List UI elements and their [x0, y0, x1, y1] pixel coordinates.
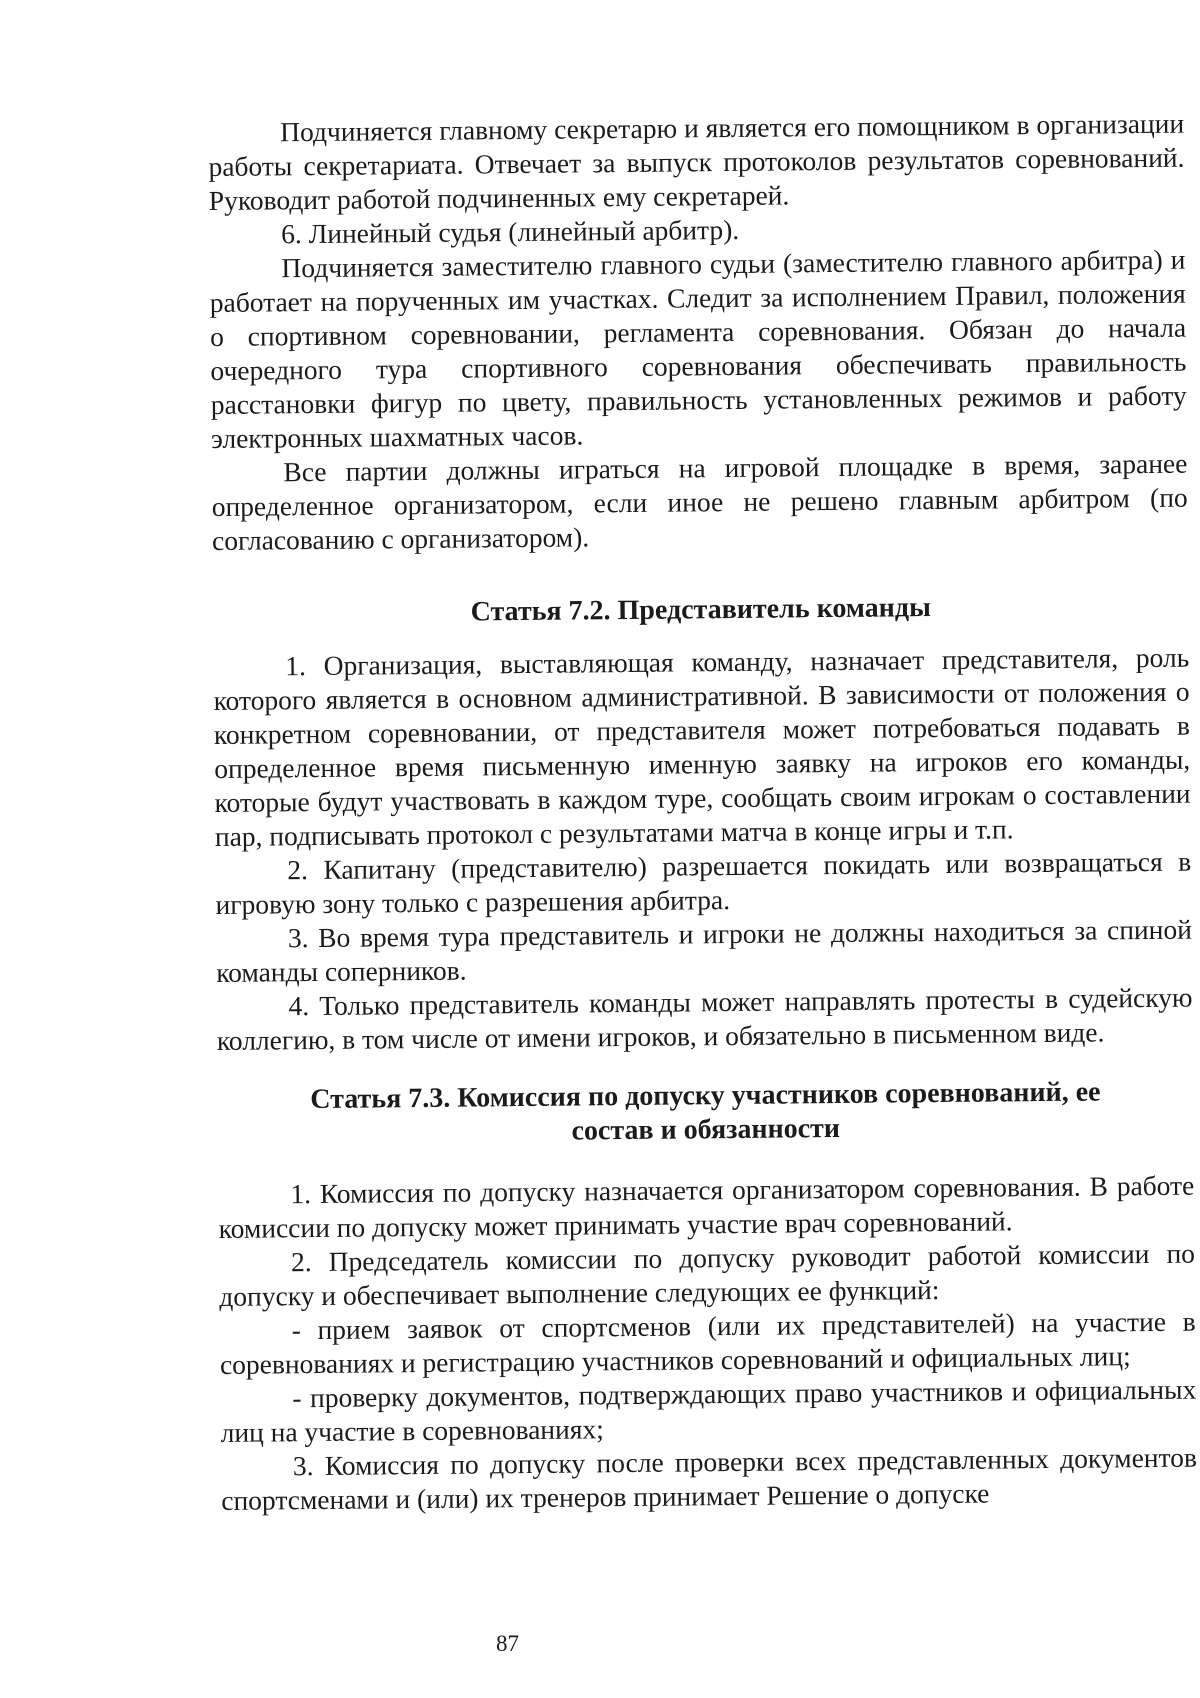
paragraph: 3. Комиссия по допуску после проверки всех представленных документов спортсменами и (или) их тренеров принимает Решение о допуске — [221, 1441, 1198, 1516]
paragraph: 4. Только представитель команды может направлять протесты в судейскую коллегию, в том числе от имени игроков, и обязательно в письменном виде. — [216, 981, 1193, 1056]
section-heading-7-3 — [217, 1075, 1194, 1152]
paragraph: 1. Организация, выставляющая команду, назначает представителя, роль которого является в основном административной. В зависимости от положения о конкретном соревновании, от представителя может потребоваться подавать в определенное время письменную именную заявку на игроков его команды, которые будут участвовать в каждом туре, сообщать своим игрокам о составлении пар, подписывать протокол с результатами матча в конце игры и т.п. — [213, 641, 1191, 852]
paragraph: 3. Во время тура представитель и игроки не должны находиться за спиной команды соперников. — [216, 913, 1192, 988]
section-heading-7-2: Статья 7.2. Представитель команды — [470, 592, 932, 628]
paragraph: Подчиняется главному секретарю и является его помощником в организации работы секретариата. Отвечает за выпуск протоколов результатов соревнований. Руководит работой подчиненных ему секретарей. — [208, 107, 1185, 216]
paragraph: 1. Комиссия по допуску назначается организатором соревнования. В работе комиссии по допуску может принимать участие врач соревнований. — [218, 1169, 1195, 1244]
paragraph: 2. Председатель комиссии по допуску руководит работой комиссии по допуску и обеспечивает выполнение следующих ее функций: — [219, 1237, 1196, 1312]
paragraph: Все партии должны играться на игровой площадке в время, заранее определенное организатором, если иное не решено главным арбитром (по согласованию с организатором). — [211, 447, 1188, 556]
page-content — [208, 107, 1197, 1518]
paragraph: - проверку документов, подтверждающих право участников и официальных лиц на участие в соревнованиях; — [220, 1373, 1197, 1448]
page-number: 87 — [496, 1631, 519, 1656]
section-heading-line: состав и обязанности — [571, 1112, 841, 1147]
paragraph: 2. Капитану (представителю) разрешается покидать или возвращаться в игровую зону только с разрешения арбитра. — [215, 845, 1192, 920]
section-heading-line: Статья 7.3. Комиссия по допуску участников соревнований, ее — [310, 1076, 1101, 1116]
paragraph: - прием заявок от спортсменов (или их представителей) на участие в соревнованиях и регистрацию участников соревнований и официальных лиц; — [219, 1305, 1196, 1380]
paragraph: 6. Линейный судья (линейный арбитр). — [280, 213, 740, 250]
paragraph: Подчиняется заместителю главного судьи (заместителю главного арбитра) и работает на порученных им участках. Следит за исполнением Правил, положения о спортивном соревновании, регламента соревнования. Обязан до начала очередного тура спортивного соревнования обеспечивать правильность расстановки фигур по цвету, правильность установленных режимов и работу электронных шахматных часов. — [209, 243, 1187, 454]
